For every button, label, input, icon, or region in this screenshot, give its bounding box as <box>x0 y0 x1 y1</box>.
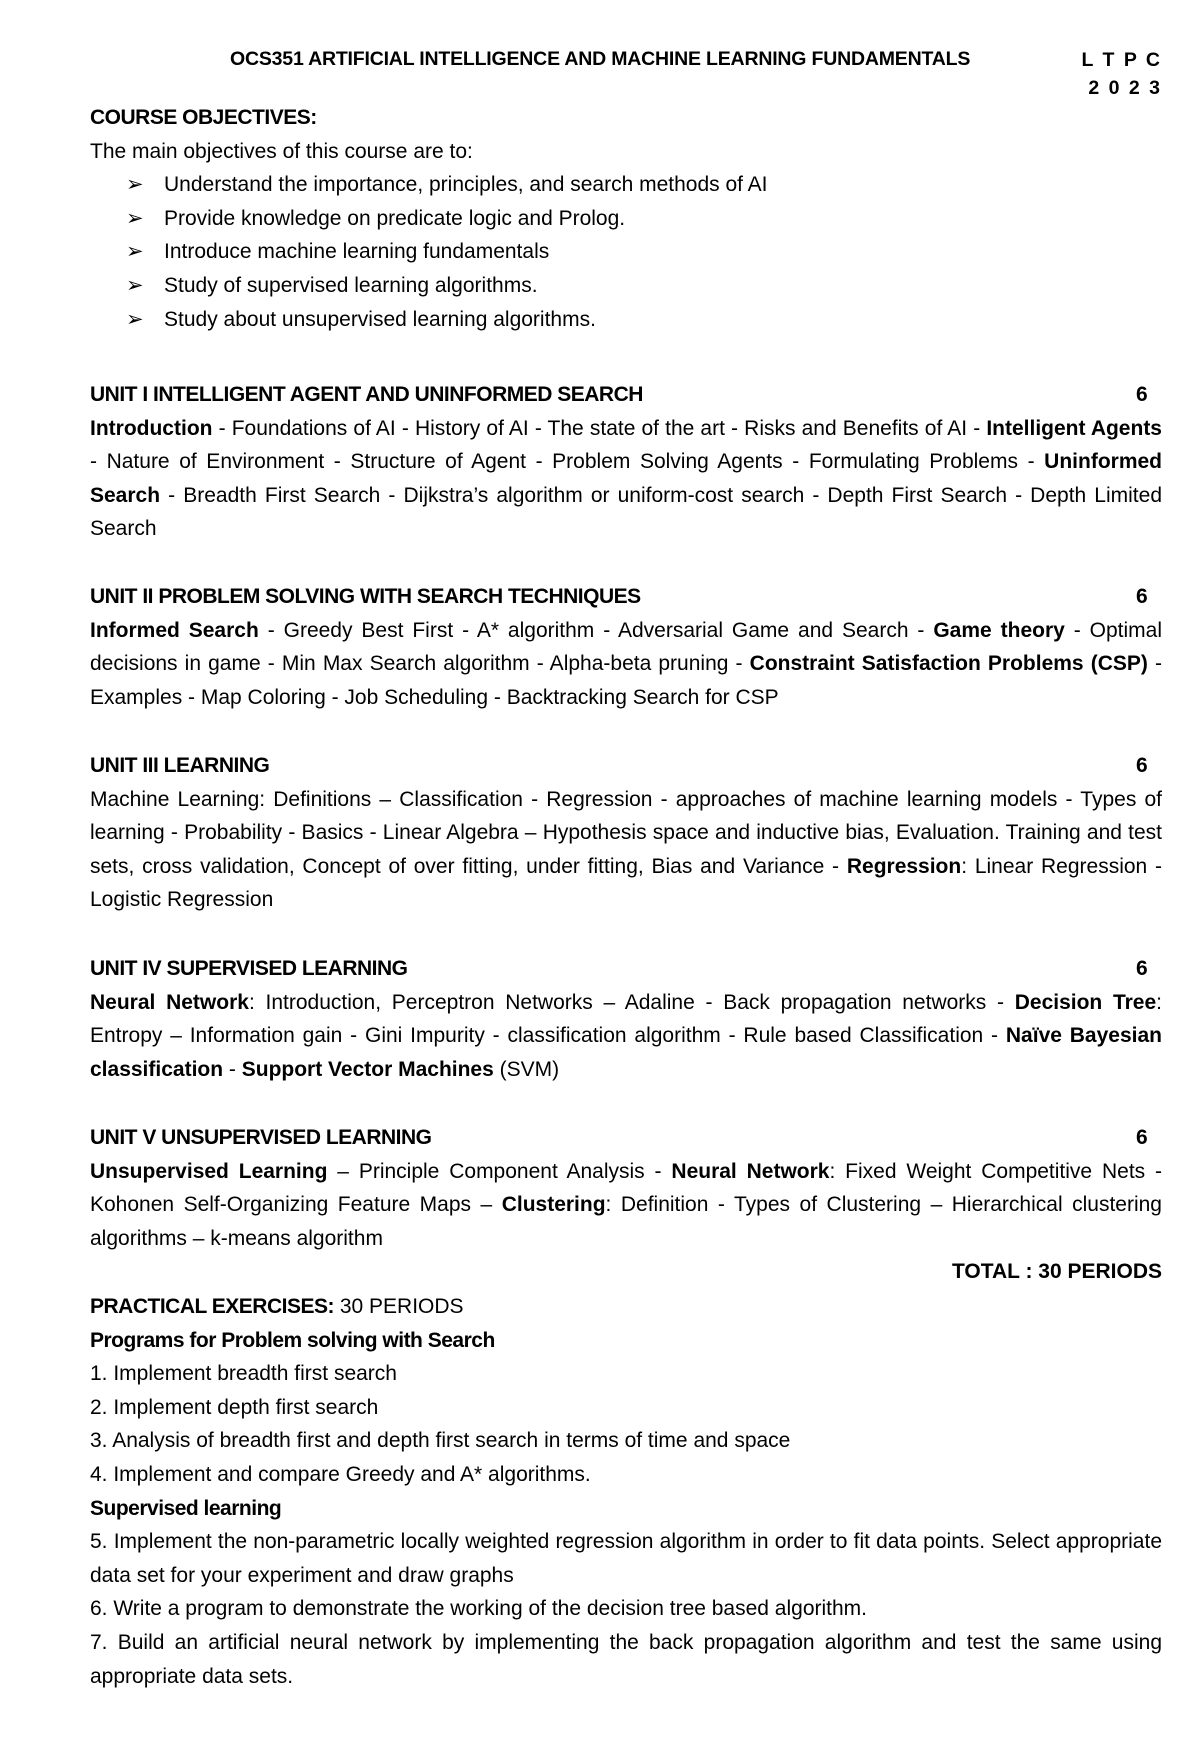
unit-heading <box>90 580 1162 614</box>
practical-heading-line <box>90 1290 1162 1324</box>
arrow-bullet-icon: ➢ <box>126 307 144 331</box>
exercise-item: 2. Implement depth first search <box>90 1395 379 1419</box>
objective-item: ➢ Study of supervised learning algorithms. <box>126 269 1162 303</box>
unit-heading <box>90 952 1162 986</box>
unit-4 <box>90 952 1162 1086</box>
objective-item: ➢ Understand the importance, principles, and search methods of AI <box>126 168 1162 202</box>
unit-title: UNIT II PROBLEM SOLVING WITH SEARCH TECHNIQUES <box>90 585 641 608</box>
objectives-heading: COURSE OBJECTIVES: <box>90 106 317 129</box>
ltpc-values: 2 0 2 3 <box>1088 77 1162 99</box>
arrow-bullet-icon: ➢ <box>126 273 144 297</box>
unit-title: UNIT III LEARNING <box>90 754 270 777</box>
exercise-item: 7. Build an artificial neural network by implementing the back propagation algorithm and test the same using appropriate data sets. <box>90 1630 1162 1688</box>
arrow-bullet-icon: ➢ <box>126 206 144 230</box>
unit-heading <box>90 378 1162 412</box>
unit-hours: 6 <box>1136 754 1148 777</box>
exercise-item: 3. Analysis of breadth first and depth first search in terms of time and space <box>90 1429 791 1453</box>
header <box>90 48 1162 108</box>
practical-section-title: Supervised learning <box>90 1496 282 1520</box>
unit-hours: 6 <box>1136 383 1148 406</box>
unit-content: Machine Learning: Definitions – Classification - Regression - approaches of machine learning models - Types of learning - Probability - Basics - Linear Algebra – Hypothesis space and inductive bias, Evaluation. Training and test sets, cross validation, Concept of over fitting, under fitting, Bias and Variance - Regression: Linear Regression - Logistic Regression <box>90 787 1162 912</box>
unit-hours: 6 <box>1136 1126 1148 1149</box>
practical-periods: 30 PERIODS <box>333 1295 464 1318</box>
ltpc-label: L T P C <box>1081 49 1162 71</box>
exercise-item: 5. Implement the non-parametric locally weighted regression algorithm in order to fit data points. Select appropriate data set for your experiment and draw graphs <box>90 1530 1162 1587</box>
objective-item: ➢ Introduce machine learning fundamentals <box>126 235 1162 269</box>
unit-1 <box>90 378 1162 546</box>
exercise-item: 1. Implement breadth first search <box>90 1362 397 1386</box>
unit-title: UNIT I INTELLIGENT AGENT AND UNINFORMED SEARCH <box>90 383 643 406</box>
unit-content: Introduction - Foundations of AI - History of AI - The state of the art - Risks and Benefits of AI - Intelligent Agents - Nature of Environment - Structure of Agent - Problem Solving Agents - Formulating Problems - Uninformed Search - Breadth First Search - Dijkstra’s algorithm or uniform-cost search - Depth First Search - Depth Limited Search <box>90 416 1162 541</box>
unit-content: Unsupervised Learning – Principle Component Analysis - Neural Network: Fixed Weight Competitive Nets - Kohonen Self-Organizing Feature Maps – Clustering: Definition - Types of Clustering – Hierarchical clustering algorithms – k-means algorithm <box>90 1159 1163 1250</box>
unit-title: UNIT IV SUPERVISED LEARNING <box>90 957 408 980</box>
objective-item: ➢ Provide knowledge on predicate logic and Prolog. <box>126 202 1162 236</box>
unit-5 <box>90 1121 1162 1289</box>
unit-content: Neural Network: Introduction, Perceptron Networks – Adaline - Back propagation networks - Decision Tree: Entropy – Information gain - Gini Impurity - classification algorithm - Rule based Classification - Naïve Bayesian classification - Support Vector Machines (SVM) <box>90 990 1163 1081</box>
unit-hours: 6 <box>1136 957 1148 980</box>
practical-section-title: Programs for Problem solving with Search <box>90 1328 495 1352</box>
practical-heading: PRACTICAL EXERCISES: <box>90 1295 334 1318</box>
unit-3 <box>90 749 1162 917</box>
practical-section <box>90 1290 1162 1693</box>
unit-title: UNIT V UNSUPERVISED LEARNING <box>90 1126 432 1149</box>
exercise-item: 6. Write a program to demonstrate the working of the decision tree based algorithm. <box>90 1597 868 1621</box>
unit-content: Informed Search - Greedy Best First - A* algorithm - Adversarial Game and Search - Game theory - Optimal decisions in game - Min Max Search algorithm - Alpha-beta pruning - Constraint Satisfaction Problems (CSP) - Examples - Map Coloring - Job Scheduling - Backtracking Search for CSP <box>90 618 1162 709</box>
objective-item: ➢ Study about unsupervised learning algorithms. <box>126 303 1162 337</box>
objectives-section <box>90 101 1162 336</box>
course-title: OCS351 ARTIFICIAL INTELLIGENCE AND MACHINE LEARNING FUNDAMENTALS <box>230 48 971 70</box>
unit-2 <box>90 580 1162 714</box>
objectives-intro: The main objectives of this course are to: <box>90 139 473 163</box>
arrow-bullet-icon: ➢ <box>126 240 144 264</box>
unit-heading <box>90 749 1162 783</box>
exercise-item: 4. Implement and compare Greedy and A* algorithms. <box>90 1462 591 1486</box>
unit-heading <box>90 1121 1162 1155</box>
arrow-bullet-icon: ➢ <box>126 173 144 197</box>
unit-hours: 6 <box>1136 585 1148 608</box>
ltpc-block <box>1082 48 1162 104</box>
total-periods: TOTAL : 30 PERIODS <box>951 1260 1162 1284</box>
objectives-list <box>90 168 1162 336</box>
